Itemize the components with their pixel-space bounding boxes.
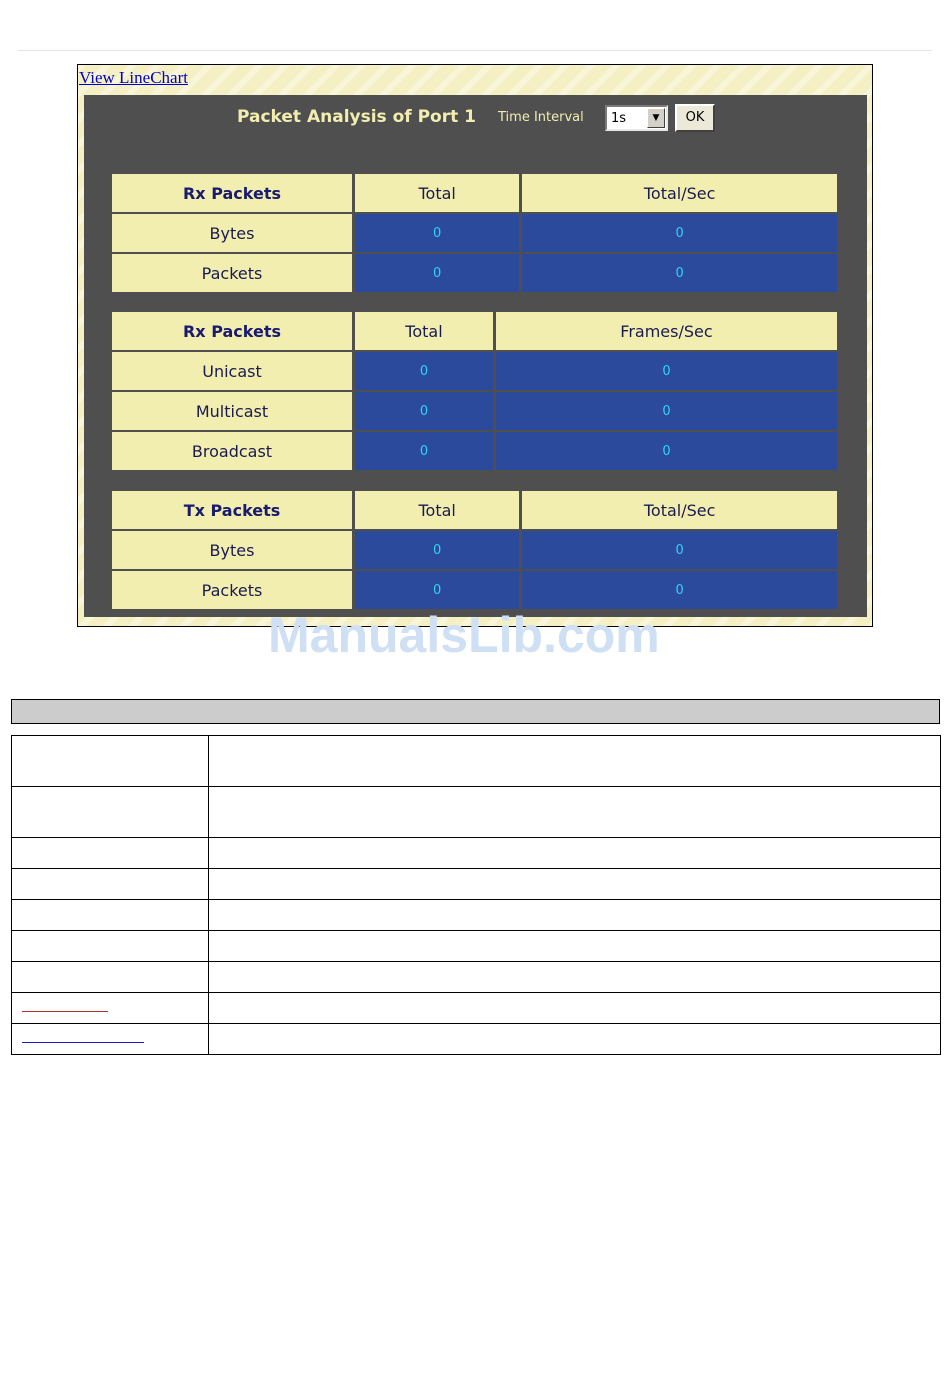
page-title: Packet Analysis of Port 1 — [237, 107, 476, 127]
rate-value: 0 — [496, 352, 837, 390]
table-cell — [209, 900, 941, 931]
table-row — [112, 531, 837, 569]
table-cell — [209, 1024, 941, 1055]
time-interval-label: Time Interval — [498, 110, 584, 125]
table-row — [112, 432, 837, 470]
total-value: 0 — [355, 571, 519, 609]
rx-frames-table — [109, 310, 840, 472]
table-row — [12, 962, 941, 993]
table-cell — [209, 962, 941, 993]
table-row — [12, 993, 941, 1024]
description-header-bar — [11, 699, 940, 724]
row-label: Unicast — [112, 352, 352, 390]
total-value: 0 — [355, 392, 493, 430]
total-value: 0 — [355, 214, 519, 252]
table-header-cell: Total/Sec — [522, 491, 837, 529]
table-header-row — [112, 174, 837, 212]
table-cell — [12, 869, 209, 900]
table-row — [12, 736, 941, 787]
row-label: Broadcast — [112, 432, 352, 470]
table-row — [12, 931, 941, 962]
chevron-down-icon[interactable]: ▼ — [647, 108, 665, 128]
watermark: ManualsLib.com — [268, 607, 660, 663]
row-label: Bytes — [112, 531, 352, 569]
table-row — [112, 214, 837, 252]
table-header-cell: Rx Packets — [112, 312, 352, 350]
rate-value: 0 — [522, 531, 837, 569]
table-row — [12, 787, 941, 838]
rate-value: 0 — [522, 214, 837, 252]
rate-value: 0 — [522, 571, 837, 609]
time-interval-value: 1s — [611, 111, 627, 126]
table-cell — [12, 962, 209, 993]
description-table — [11, 735, 941, 1055]
table-cell — [209, 869, 941, 900]
table-header-row — [112, 491, 837, 529]
table-cell — [209, 787, 941, 838]
time-interval-select[interactable] — [605, 105, 668, 131]
row-label: Packets — [112, 254, 352, 292]
table-cell — [209, 736, 941, 787]
rate-value: 0 — [522, 254, 837, 292]
table-cell — [209, 931, 941, 962]
table-cell — [12, 736, 209, 787]
link-underline[interactable] — [22, 1032, 144, 1043]
link-underline[interactable] — [22, 1001, 108, 1012]
table-header-cell: Total/Sec — [522, 174, 837, 212]
table-cell — [12, 900, 209, 931]
table-header-cell: Tx Packets — [112, 491, 352, 529]
row-label: Bytes — [112, 214, 352, 252]
row-label: Multicast — [112, 392, 352, 430]
row-label: Packets — [112, 571, 352, 609]
total-value: 0 — [355, 531, 519, 569]
packet-analysis-frame — [77, 64, 873, 627]
table-row — [12, 900, 941, 931]
rx-bytes-table — [109, 172, 840, 294]
table-cell — [209, 838, 941, 869]
table-cell — [12, 838, 209, 869]
rate-value: 0 — [496, 392, 837, 430]
table-row — [12, 1024, 941, 1055]
table-header-cell: Total — [355, 174, 519, 212]
table-row — [112, 352, 837, 390]
ok-button[interactable]: OK — [675, 104, 715, 132]
table-row — [12, 869, 941, 900]
total-value: 0 — [355, 254, 519, 292]
tx-packets-table — [109, 489, 840, 611]
total-value: 0 — [355, 352, 493, 390]
table-cell — [12, 787, 209, 838]
total-value: 0 — [355, 432, 493, 470]
rate-value: 0 — [496, 432, 837, 470]
table-row — [112, 571, 837, 609]
table-row — [112, 392, 837, 430]
table-cell — [12, 931, 209, 962]
table-cell — [209, 993, 941, 1024]
table-cell — [12, 993, 209, 1024]
table-cell — [12, 1024, 209, 1055]
top-divider — [18, 50, 932, 51]
table-row — [112, 254, 837, 292]
table-header-row — [112, 312, 837, 350]
table-header-cell: Total — [355, 491, 519, 529]
packet-analysis-panel — [84, 95, 867, 617]
table-header-cell: Frames/Sec — [496, 312, 837, 350]
view-linechart-link[interactable]: View LineChart — [79, 68, 188, 87]
table-header-cell: Rx Packets — [112, 174, 352, 212]
table-row — [12, 838, 941, 869]
table-header-cell: Total — [355, 312, 493, 350]
